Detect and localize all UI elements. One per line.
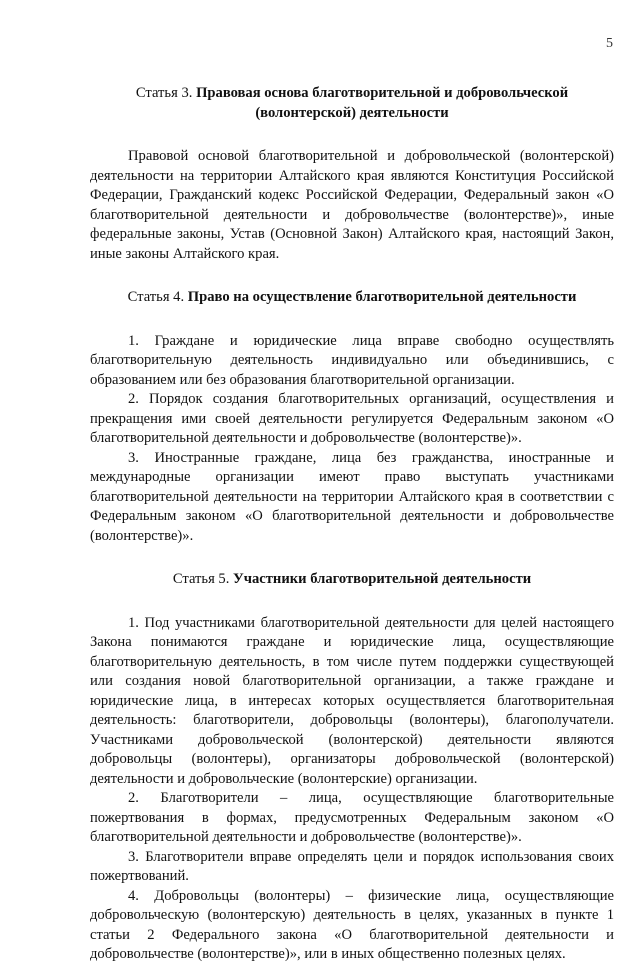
article-4-prefix: Статья 4. xyxy=(127,289,185,305)
article-4-paragraph-2: 2. Порядок создания благотворительных организаций, осуществления и прекращения ими своей деятельности регулируется Федеральным законом «О благотворительной деятельности и добровольчестве (волонтерстве)». xyxy=(90,391,614,446)
article-5-paragraph-4: 4. Добровольцы (волонтеры) – физические лица, осуществляющие добровольческую (волонтерскую) деятельность в целях, указанных в пункте 1 статьи 2 Федерального закона «О благотворительной деятельности и добровольчестве (волонтерстве)», или в иных общественно полезных целях. xyxy=(90,887,614,962)
article-3-title: Правовая основа благотворительной и добровольческой (волонтерской) деятельности xyxy=(196,85,569,121)
article-3-heading xyxy=(90,84,614,123)
document-body xyxy=(90,84,614,965)
article-5-heading xyxy=(90,570,614,590)
article-5-title: Участники благотворительной деятельности xyxy=(233,571,532,587)
article-4-paragraph-3: 3. Иностранные граждане, лица без гражданства, иностранные и международные организации имеют право выступать участниками благотворительной деятельности на территории Алтайского края в соответствии с Федеральным законом «О благотворительной деятельности и добровольчестве (волонтерстве)». xyxy=(90,449,614,544)
article-3-prefix: Статья 3. xyxy=(135,85,193,101)
article-5-paragraph-3: 3. Благотворители вправе определять цели и порядок использования своих пожертвований. xyxy=(90,848,614,884)
article-5-paragraph-1: 1. Под участниками благотворительной деятельности для целей настоящего Закона понимаются граждане и юридические лица, осуществляющие благотворительную деятельность, в том числе путем поддержки существующей или создания новой благотворительной организации, а также граждане и юридические лица, в интересах которых осуществляется благотворительная деятельность: благотворители, добровольцы (волонтеры), благополучатели. Участниками добровольческой (волонтерской) деятельности являются добровольцы (волонтеры), организаторы добровольческой (волонтерской) деятельности и добровольческие (волонтерские) организации. xyxy=(90,614,614,787)
article-5-prefix: Статья 5. xyxy=(172,571,230,587)
article-5-paragraph-2: 2. Благотворители – лица, осуществляющие благотворительные пожертвования в формах, предусмотренных Федеральным законом «О благотворительной деятельности и добровольчестве (волонтерстве)». xyxy=(90,790,614,845)
article-3-paragraph: Правовой основой благотворительной и добровольческой (волонтерской) деятельности на территории Алтайского края являются Конституция Российской Федерации, Гражданский кодекс Российской Федерации, Федеральный закон «О благотворительной деятельности и добровольчестве (волонтерстве)», иные федеральные законы, Устав (Основной Закон) Алтайского края, настоящий Закон, иные законы Алтайского края. xyxy=(90,148,614,262)
article-4-paragraph-1: 1. Граждане и юридические лица вправе свободно осуществлять благотворительную деятельность индивидуально или объединившись, с образованием или без образования благотворительной организации. xyxy=(90,332,614,388)
page-number: 5 xyxy=(606,36,613,51)
article-4-heading xyxy=(90,288,614,308)
article-4-title: Право на осуществление благотворительной деятельности xyxy=(187,289,577,305)
